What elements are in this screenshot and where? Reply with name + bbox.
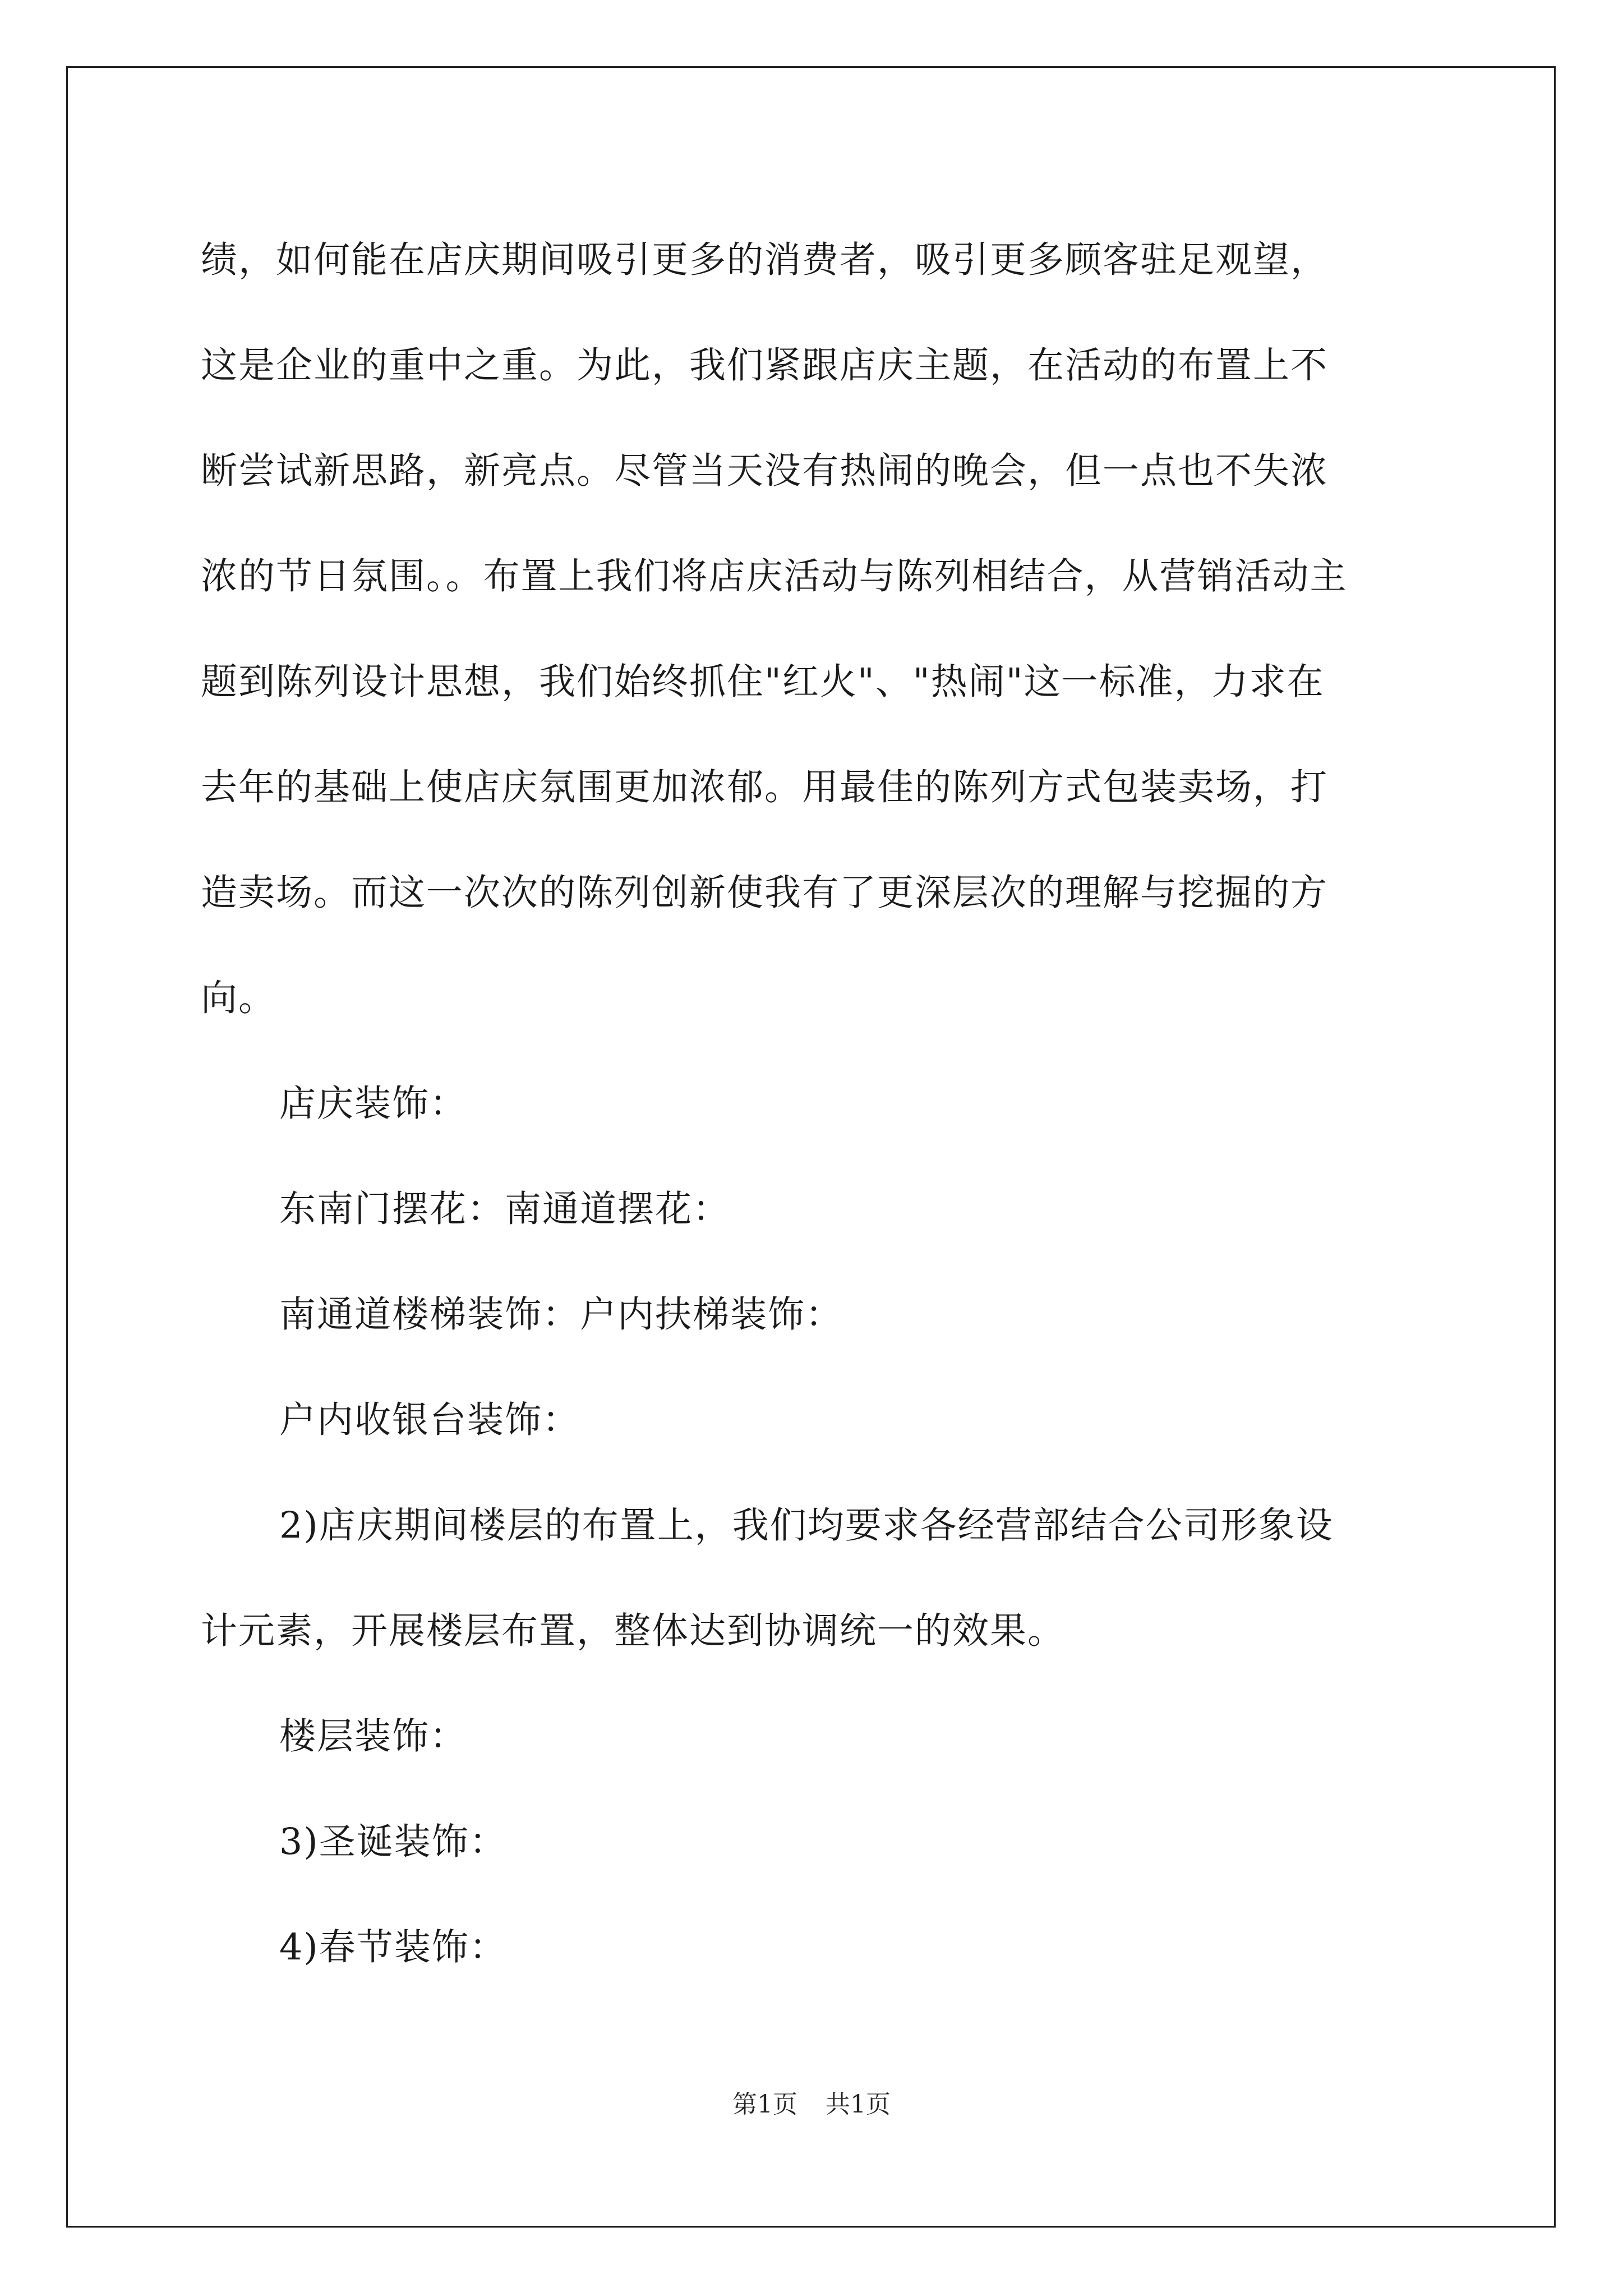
door-flowers-heading: 东南门摆花：南通道摆花： [279,1188,731,1230]
body-line-2: 这是企业的重中之重。为此，我们紧跟店庆主题，在活动的布置上不 [201,344,1329,386]
body-line-4: 浓的节日氛围。。布置上我们将店庆活动与陈列相结合，从营销活动主 [201,555,1348,597]
cashier-heading: 户内收银台装饰： [279,1399,580,1441]
body-line-3: 断尝试新思路，新亮点。尽管当天没有热闹的晚会，但一点也不失浓 [201,450,1329,492]
body-line-7: 造卖场。而这一次次的陈列创新使我有了更深层次的理解与挖掘的方 [201,872,1329,914]
page-current: 第1页 [732,2090,797,2119]
floor-decoration-heading: 楼层装饰： [279,1715,468,1757]
body-line-6: 去年的基础上使店庆氛围更加浓郁。用最佳的陈列方式包装卖场，打 [201,766,1329,808]
christmas-heading: 3)圣诞装饰： [279,1821,507,1863]
floor-layout-line-2: 计元素，开展楼层布置，整体达到协调统一的效果。 [201,1610,1066,1652]
page-total: 共1页 [826,2090,891,2119]
stairs-heading: 南通道楼梯装饰：户内扶梯装饰： [279,1294,843,1336]
body-line-5: 题到陈列设计思想，我们始终抓住"红火"、"热闹"这一标准，力求在 [201,661,1325,703]
body-line-8: 向。 [201,977,276,1019]
floor-layout-line-1: 2)店庆期间楼层的布置上，我们均要求各经营部结合公司形象设 [279,1504,1334,1547]
spring-festival-heading: 4)春节装饰： [279,1926,507,1968]
document-body [201,208,1435,2000]
body-line-1: 绩，如何能在店庆期间吸引更多的消费者，吸引更多顾客驻足观望， [201,239,1329,281]
decoration-heading: 店庆装饰： [279,1083,468,1125]
page-footer [0,2088,1623,2122]
